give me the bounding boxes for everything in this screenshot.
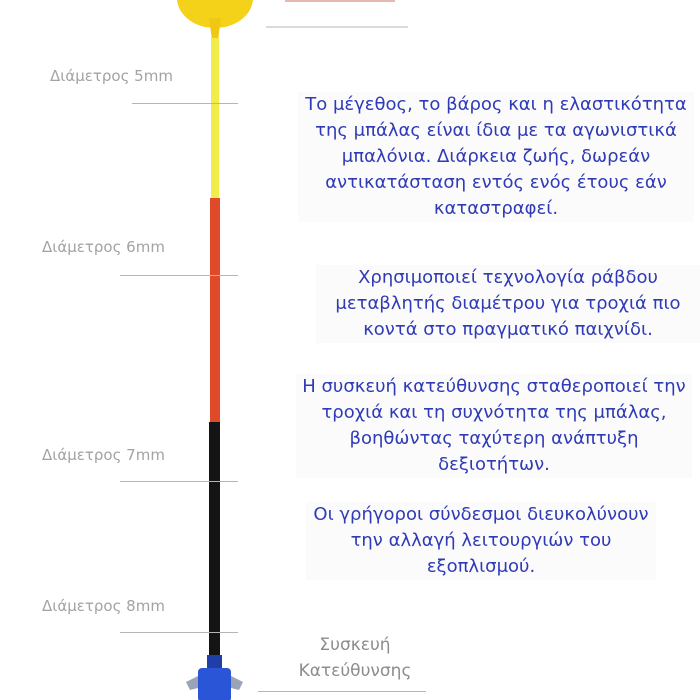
rod-red-segment: [210, 198, 220, 422]
diameter-6mm-label: Διάμετρος 6mm: [42, 238, 165, 256]
diameter-7mm-leader: [120, 481, 238, 482]
guide-device-body: [198, 668, 231, 700]
guide-device-wing-right: [231, 676, 243, 690]
rod-description: Χρησιμοποιεί τεχνολογία ράβδου μεταβλητής διαμέτρου για τροχιά πιο κοντά στο πραγματικό παιχνίδι.: [316, 265, 700, 343]
rod-black-segment: [209, 422, 220, 662]
connectors-description: Οι γρήγοροι σύνδεσμοι διευκολύνουν την αλλαγή λειτουργιών του εξοπλισμού.: [306, 502, 656, 580]
guide-device-label: Συσκευή Κατεύθυνσης: [298, 635, 412, 681]
top-accent-bar: [285, 0, 395, 2]
ball-description: Το μέγεθος, το βάρος και η ελαστικότητα της μπάλας είναι ίδια με τα αγωνιστικά μπαλόνια. Διάρκεια ζωής, δωρεάν αντικατάσταση εντός ενός έτους εάν καταστραφεί.: [298, 92, 694, 222]
rod-yellow-segment: [211, 38, 219, 198]
guide-description: Η συσκευή κατεύθυνσης σταθεροποιεί την τροχιά και τη συχνότητα της μπάλας, βοηθώντας ταχύτερη ανάπτυξη δεξιοτήτων.: [296, 374, 692, 478]
diameter-7mm-label: Διάμετρος 7mm: [42, 446, 165, 464]
diameter-5mm-leader: [132, 103, 238, 104]
diameter-5mm-label: Διάμετρος 5mm: [50, 67, 173, 85]
guide-device-neck: [207, 655, 222, 669]
ball-connector: [209, 18, 221, 40]
diameter-8mm-label: Διάμετρος 8mm: [42, 597, 165, 615]
guide-device-wing-left: [186, 676, 198, 690]
diameter-6mm-leader: [120, 275, 238, 276]
device-leader: [258, 691, 426, 692]
diameter-8mm-leader: [120, 632, 238, 633]
